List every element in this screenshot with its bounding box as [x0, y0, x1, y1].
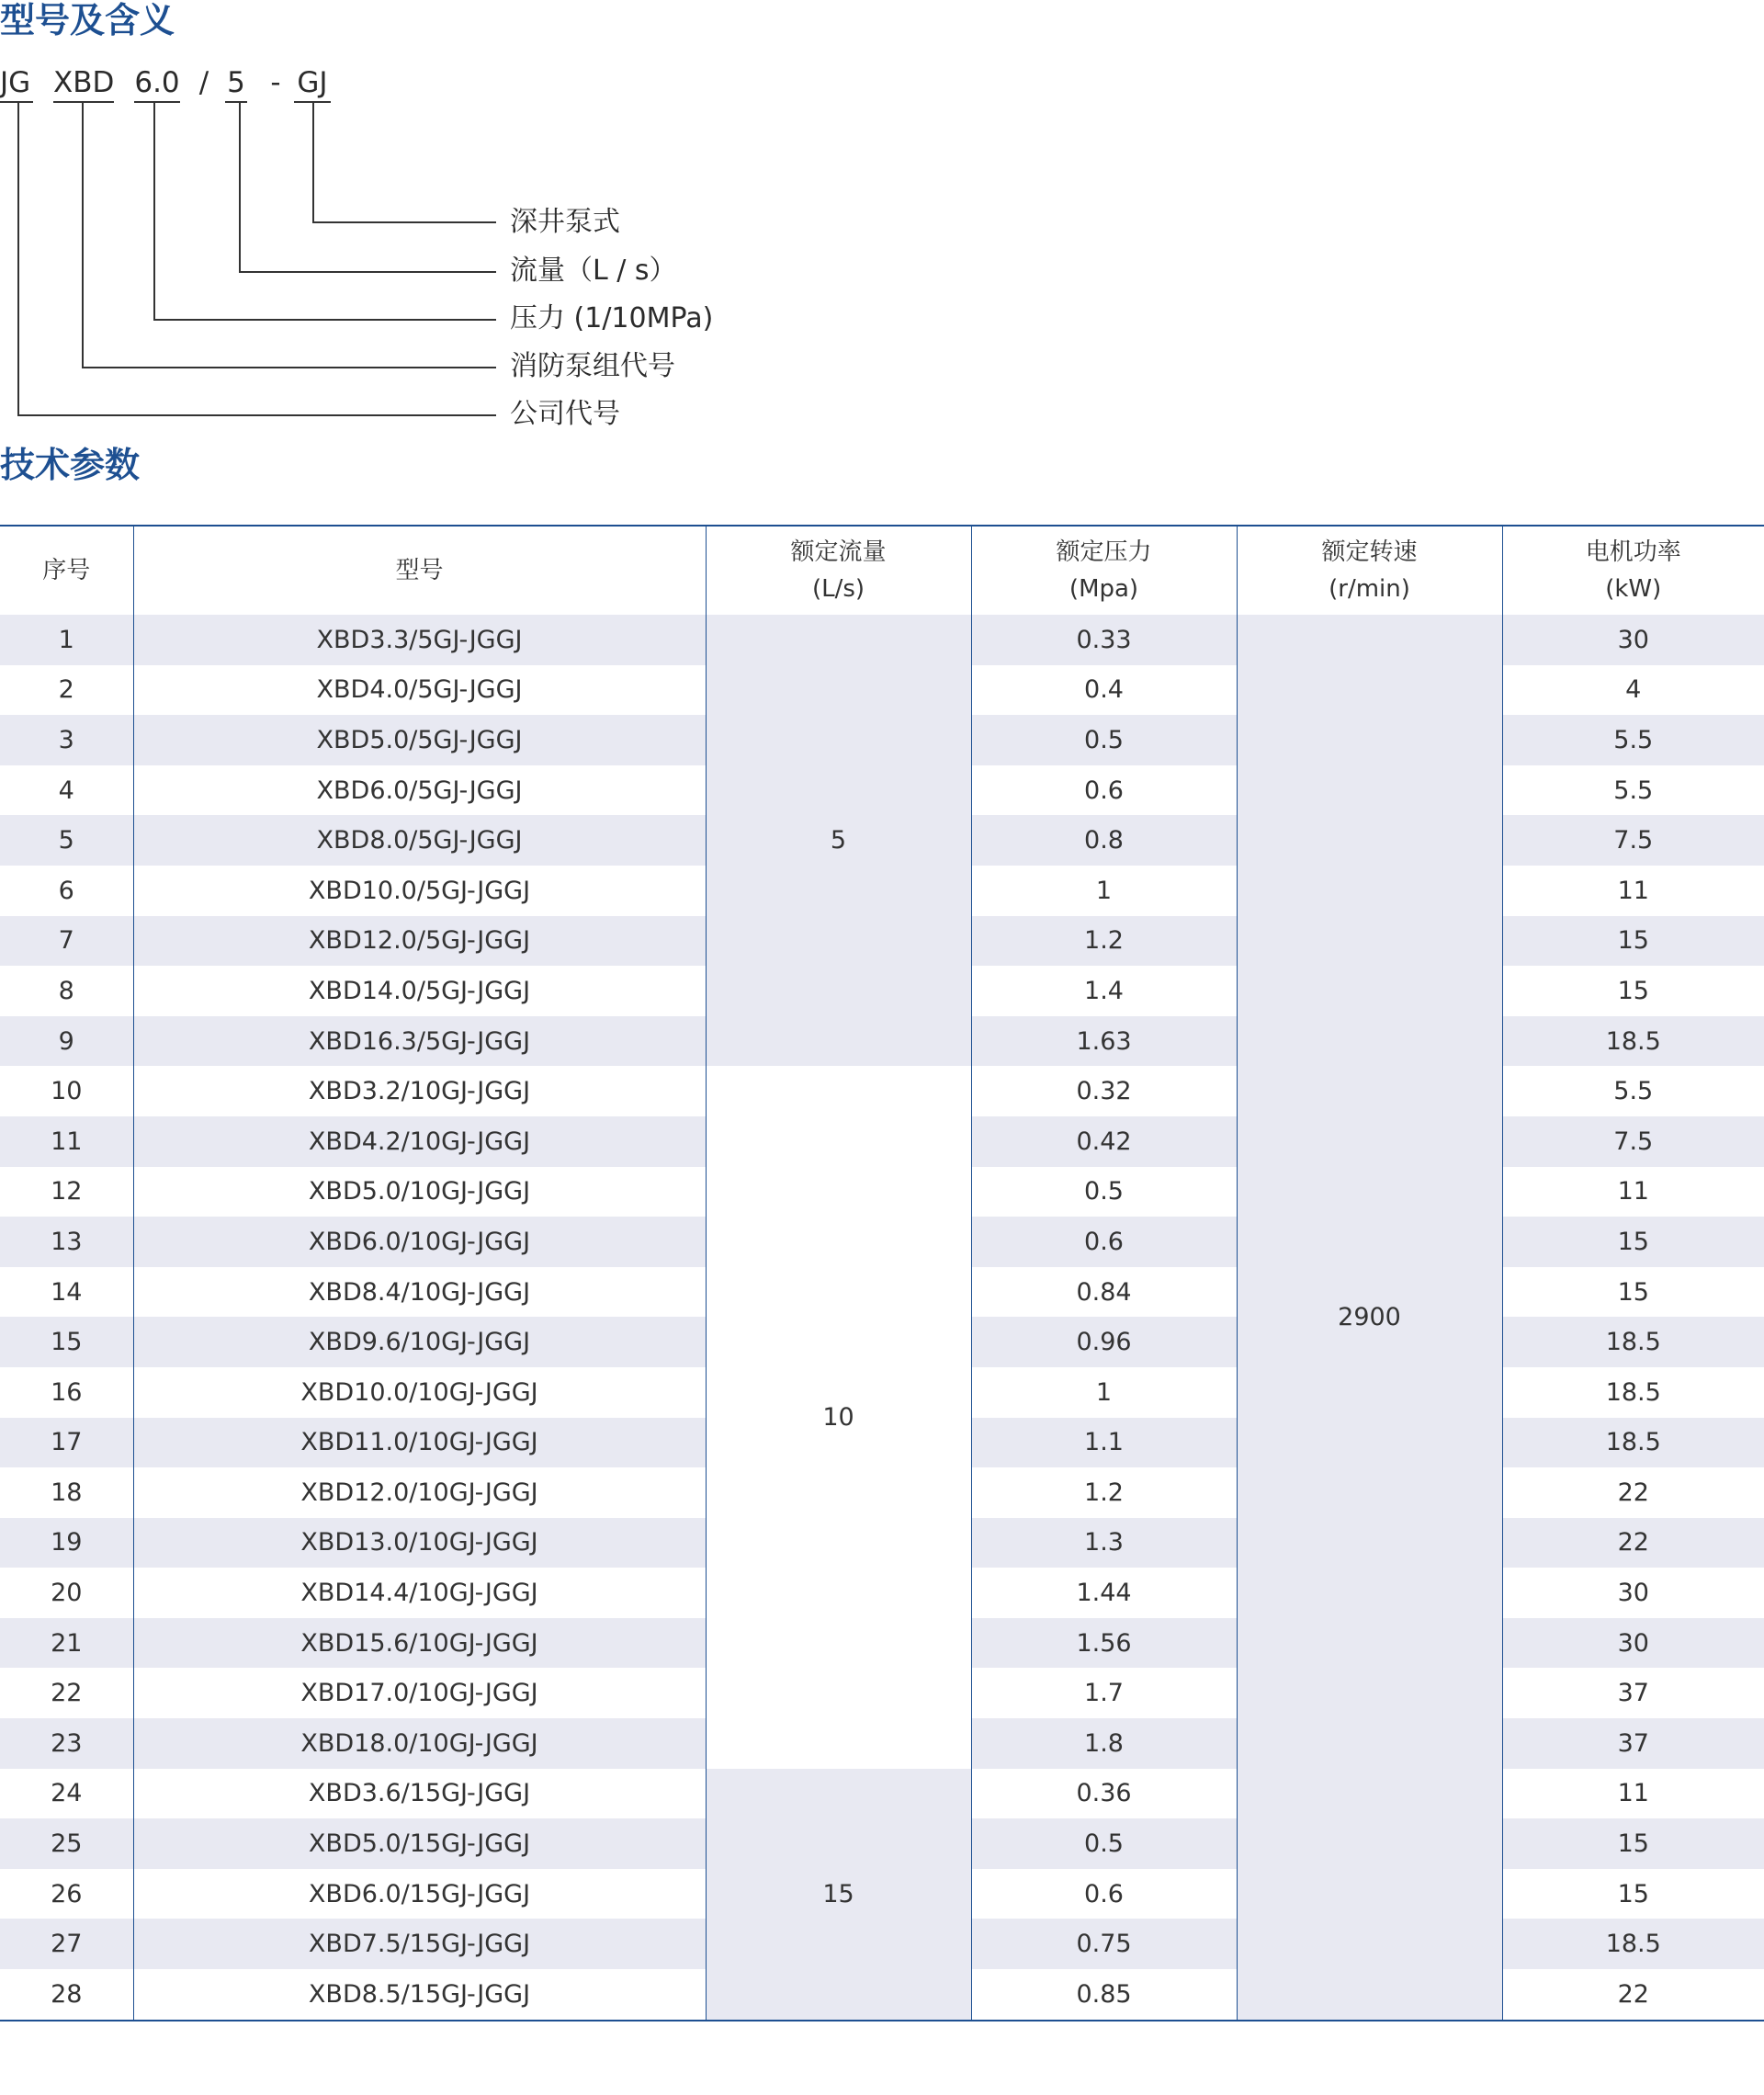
- cell-no: 19: [0, 1518, 133, 1568]
- cell-no: 22: [0, 1668, 133, 1718]
- cell-no: 2: [0, 665, 133, 716]
- cell-power: 22: [1502, 1518, 1764, 1568]
- cell-pressure: 1.56: [971, 1618, 1237, 1669]
- cell-power: 18.5: [1502, 1367, 1764, 1418]
- cell-power: 5.5: [1502, 715, 1764, 765]
- header-flow: 额定流量 (L/s): [706, 526, 971, 615]
- table-row: [0, 615, 1764, 665]
- legend-pressure: 压力 (1/10MPa): [510, 302, 714, 334]
- cell-model: XBD14.0/5GJ-JGGJ: [133, 966, 706, 1016]
- cell-pressure: 1.3: [971, 1518, 1237, 1568]
- cell-power: 5.5: [1502, 765, 1764, 816]
- cell-power: 15: [1502, 966, 1764, 1016]
- cell-no: 27: [0, 1919, 133, 1969]
- cell-no: 9: [0, 1016, 133, 1067]
- cell-pressure: 0.6: [971, 1217, 1237, 1267]
- cell-pressure: 0.8: [971, 815, 1237, 866]
- cell-speed: 2900: [1237, 615, 1502, 2021]
- legend-deep-well: 深井泵式: [510, 206, 620, 238]
- cell-pressure: 1: [971, 866, 1237, 916]
- cell-no: 17: [0, 1418, 133, 1468]
- cell-no: 20: [0, 1568, 133, 1618]
- cell-pressure: 0.6: [971, 1869, 1237, 1919]
- cell-no: 3: [0, 715, 133, 765]
- cell-pressure: 0.84: [971, 1267, 1237, 1318]
- cell-pressure: 0.75: [971, 1919, 1237, 1969]
- table-header-row: [0, 526, 1764, 615]
- cell-model: XBD8.5/15GJ-JGGJ: [133, 1969, 706, 2021]
- leader-horizontal-deep-well: [312, 221, 496, 223]
- cell-no: 26: [0, 1869, 133, 1919]
- cell-pressure: 0.6: [971, 765, 1237, 816]
- cell-no: 8: [0, 966, 133, 1016]
- cell-no: 5: [0, 815, 133, 866]
- cell-model: XBD3.2/10GJ-JGGJ: [133, 1066, 706, 1116]
- cell-model: XBD8.4/10GJ-JGGJ: [133, 1267, 706, 1318]
- cell-model: XBD17.0/10GJ-JGGJ: [133, 1668, 706, 1718]
- cell-model: XBD5.0/5GJ-JGGJ: [133, 715, 706, 765]
- cell-model: XBD7.5/15GJ-JGGJ: [133, 1919, 706, 1969]
- spec-table: [0, 525, 1764, 2021]
- cell-model: XBD6.0/5GJ-JGGJ: [133, 765, 706, 816]
- cell-no: 15: [0, 1317, 133, 1367]
- cell-pressure: 1.2: [971, 916, 1237, 967]
- cell-model: XBD6.0/15GJ-JGGJ: [133, 1869, 706, 1919]
- cell-pressure: 1.4: [971, 966, 1237, 1016]
- cell-flow: 15: [706, 1769, 971, 2021]
- leader-vertical-fire-pump: [82, 103, 84, 368]
- cell-model: XBD3.6/15GJ-JGGJ: [133, 1769, 706, 1819]
- header-power: 电机功率 (kW): [1502, 526, 1764, 615]
- cell-no: 4: [0, 765, 133, 816]
- cell-power: 7.5: [1502, 815, 1764, 866]
- code-segment-deep-well: GJ: [297, 66, 328, 99]
- cell-model: XBD14.4/10GJ-JGGJ: [133, 1568, 706, 1618]
- code-segment-fire-pump: XBD: [53, 66, 115, 99]
- cell-pressure: 0.5: [971, 1167, 1237, 1217]
- cell-pressure: 1.2: [971, 1467, 1237, 1518]
- cell-flow: 10: [706, 1066, 971, 1768]
- cell-no: 14: [0, 1267, 133, 1318]
- header-speed: 额定转速 (r/min): [1237, 526, 1502, 615]
- leader-horizontal-company: [17, 414, 496, 416]
- cell-no: 18: [0, 1467, 133, 1518]
- code-segment-flow: 5: [227, 66, 245, 99]
- cell-power: 22: [1502, 1467, 1764, 1518]
- cell-pressure: 0.33: [971, 615, 1237, 665]
- header-pressure: 额定压力 (Mpa): [971, 526, 1237, 615]
- cell-power: 37: [1502, 1668, 1764, 1718]
- cell-pressure: 0.96: [971, 1317, 1237, 1367]
- cell-power: 11: [1502, 1769, 1764, 1819]
- cell-no: 11: [0, 1116, 133, 1167]
- cell-power: 37: [1502, 1718, 1764, 1769]
- cell-model: XBD12.0/10GJ-JGGJ: [133, 1467, 706, 1518]
- leader-horizontal-fire-pump: [82, 367, 496, 368]
- code-separator-dash: -: [270, 66, 281, 99]
- cell-pressure: 0.5: [971, 715, 1237, 765]
- cell-no: 1: [0, 615, 133, 665]
- cell-pressure: 0.42: [971, 1116, 1237, 1167]
- cell-power: 15: [1502, 1217, 1764, 1267]
- cell-no: 23: [0, 1718, 133, 1769]
- cell-model: XBD10.0/5GJ-JGGJ: [133, 866, 706, 916]
- cell-power: 30: [1502, 1568, 1764, 1618]
- cell-power: 18.5: [1502, 1317, 1764, 1367]
- code-separator-slash: /: [198, 66, 209, 99]
- cell-no: 10: [0, 1066, 133, 1116]
- cell-pressure: 0.4: [971, 665, 1237, 716]
- cell-no: 7: [0, 916, 133, 967]
- legend-fire-pump-code: 消防泵组代号: [510, 350, 675, 382]
- cell-no: 16: [0, 1367, 133, 1418]
- cell-power: 11: [1502, 866, 1764, 916]
- cell-power: 15: [1502, 1818, 1764, 1869]
- cell-model: XBD8.0/5GJ-JGGJ: [133, 815, 706, 866]
- cell-power: 18.5: [1502, 1418, 1764, 1468]
- cell-power: 30: [1502, 615, 1764, 665]
- cell-model: XBD3.3/5GJ-JGGJ: [133, 615, 706, 665]
- leader-vertical-flow: [239, 103, 241, 272]
- leader-horizontal-pressure: [153, 319, 496, 321]
- code-segment-pressure: 6.0: [134, 66, 180, 99]
- cell-pressure: 1: [971, 1367, 1237, 1418]
- cell-pressure: 1.7: [971, 1668, 1237, 1718]
- cell-power: 15: [1502, 1869, 1764, 1919]
- underline-company: [0, 101, 33, 103]
- section-title-params: 技术参数: [0, 445, 141, 485]
- cell-model: XBD18.0/10GJ-JGGJ: [133, 1718, 706, 1769]
- underline-pressure: [134, 101, 180, 103]
- cell-no: 6: [0, 866, 133, 916]
- cell-model: XBD6.0/10GJ-JGGJ: [133, 1217, 706, 1267]
- cell-model: XBD5.0/15GJ-JGGJ: [133, 1818, 706, 1869]
- cell-model: XBD9.6/10GJ-JGGJ: [133, 1317, 706, 1367]
- leader-horizontal-flow: [239, 271, 496, 273]
- cell-power: 22: [1502, 1969, 1764, 2021]
- cell-power: 11: [1502, 1167, 1764, 1217]
- cell-pressure: 1.1: [971, 1418, 1237, 1468]
- cell-model: XBD16.3/5GJ-JGGJ: [133, 1016, 706, 1067]
- cell-power: 7.5: [1502, 1116, 1764, 1167]
- cell-pressure: 0.85: [971, 1969, 1237, 2021]
- cell-power: 4: [1502, 665, 1764, 716]
- cell-pressure: 1.8: [971, 1718, 1237, 1769]
- cell-pressure: 1.63: [971, 1016, 1237, 1067]
- cell-model: XBD13.0/10GJ-JGGJ: [133, 1518, 706, 1568]
- leader-vertical-deep-well: [312, 103, 314, 222]
- leader-vertical-pressure: [153, 103, 155, 320]
- cell-model: XBD4.2/10GJ-JGGJ: [133, 1116, 706, 1167]
- cell-model: XBD10.0/10GJ-JGGJ: [133, 1367, 706, 1418]
- cell-power: 15: [1502, 916, 1764, 967]
- cell-power: 15: [1502, 1267, 1764, 1318]
- cell-pressure: 0.36: [971, 1769, 1237, 1819]
- code-segment-company: JG: [0, 66, 31, 99]
- leader-vertical-company: [17, 103, 19, 415]
- section-title-model: 型号及含义: [0, 0, 175, 40]
- cell-model: XBD15.6/10GJ-JGGJ: [133, 1618, 706, 1669]
- cell-no: 21: [0, 1618, 133, 1669]
- cell-model: XBD11.0/10GJ-JGGJ: [133, 1418, 706, 1468]
- cell-pressure: 1.44: [971, 1568, 1237, 1618]
- cell-model: XBD4.0/5GJ-JGGJ: [133, 665, 706, 716]
- cell-no: 13: [0, 1217, 133, 1267]
- legend-flow: 流量（L / s）: [510, 255, 677, 287]
- cell-power: 30: [1502, 1618, 1764, 1669]
- cell-pressure: 0.5: [971, 1818, 1237, 1869]
- cell-no: 25: [0, 1818, 133, 1869]
- cell-power: 18.5: [1502, 1919, 1764, 1969]
- underline-fire-pump: [53, 101, 114, 103]
- cell-power: 18.5: [1502, 1016, 1764, 1067]
- underline-flow: [225, 101, 247, 103]
- cell-flow: 5: [706, 615, 971, 1066]
- cell-power: 5.5: [1502, 1066, 1764, 1116]
- cell-model: XBD12.0/5GJ-JGGJ: [133, 916, 706, 967]
- cell-no: 12: [0, 1167, 133, 1217]
- cell-no: 28: [0, 1969, 133, 2021]
- header-no: 序号: [0, 526, 133, 615]
- legend-company-code: 公司代号: [510, 398, 620, 430]
- header-model: 型号: [133, 526, 706, 615]
- cell-model: XBD5.0/10GJ-JGGJ: [133, 1167, 706, 1217]
- cell-no: 24: [0, 1769, 133, 1819]
- cell-pressure: 0.32: [971, 1066, 1237, 1116]
